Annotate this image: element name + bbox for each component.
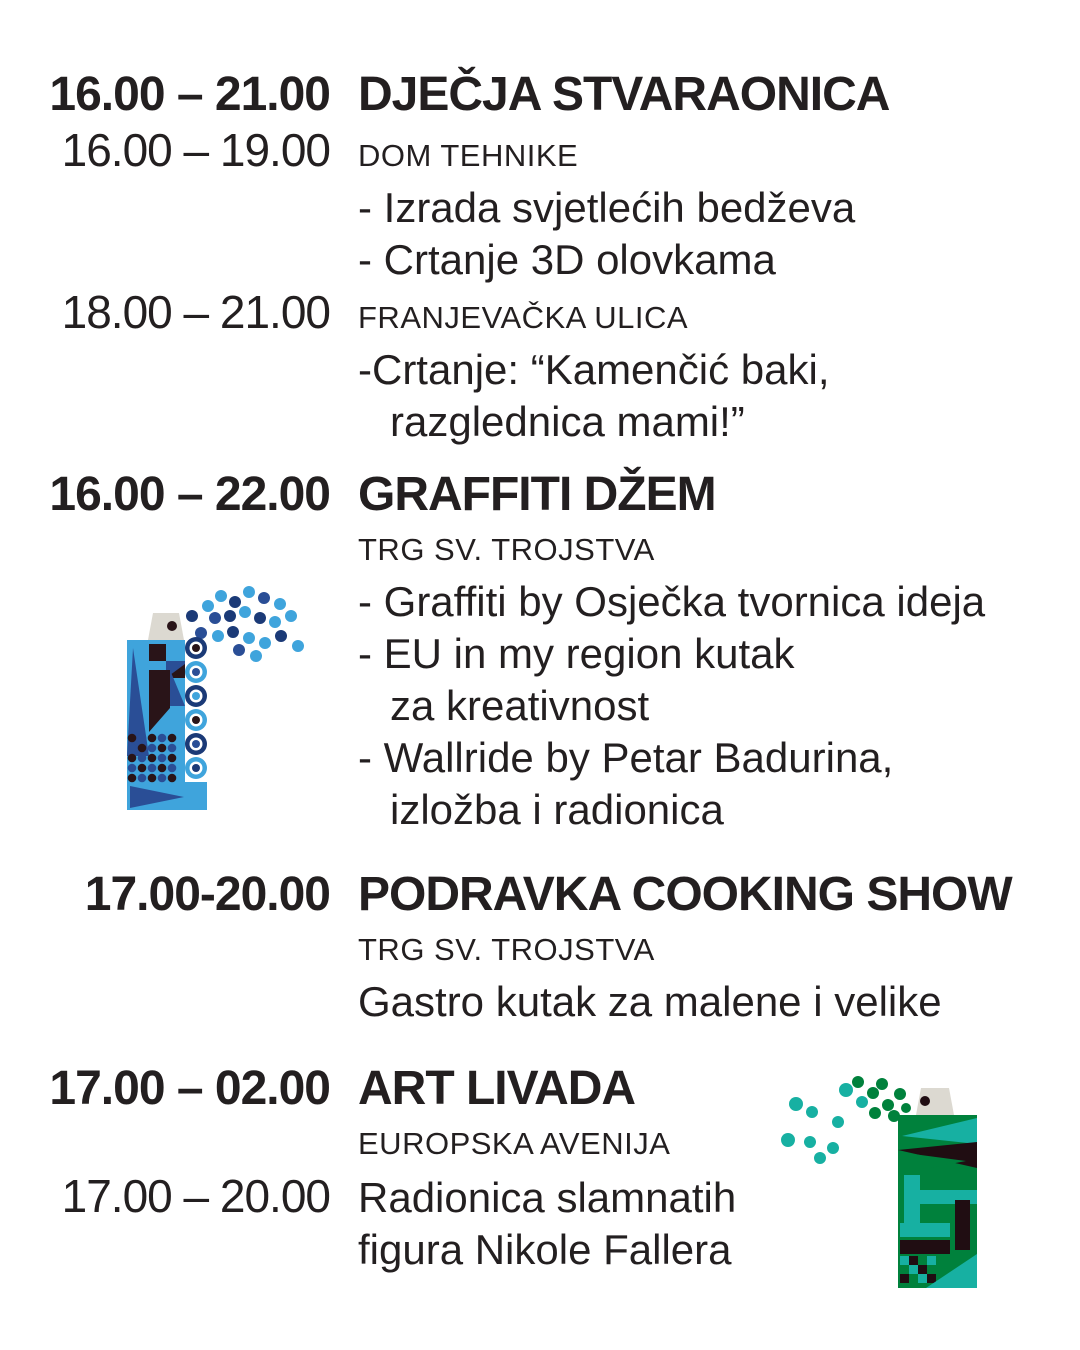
event-time: 17.00 – 02.00 <box>49 1062 330 1115</box>
event-activity: Gastro kutak za malene i velike <box>358 978 942 1025</box>
event-time: 16.00 – 19.00 <box>61 124 330 176</box>
spray-can-body <box>898 1115 977 1288</box>
event-activity: - EU in my region kutak <box>358 630 795 677</box>
event-header-row <box>0 66 1080 124</box>
event-title: GRAFFITI DŽEM <box>358 468 716 521</box>
schedule-row <box>0 976 1080 1028</box>
schedule-row <box>0 396 1080 448</box>
event-section-podravka-cooking-show <box>0 866 1080 1028</box>
spray-dots-green <box>781 1076 911 1164</box>
event-time: 17.00 – 20.00 <box>61 1170 330 1222</box>
spray-can-body <box>127 637 207 810</box>
green-spray-can-illustration <box>778 1058 988 1293</box>
spray-can-ring-column <box>185 637 207 779</box>
event-venue: TRG SV. TROJSTVA <box>358 532 655 567</box>
event-activity: razglednica mami!” <box>390 398 745 445</box>
schedule-row <box>0 524 1080 576</box>
event-venue: EUROPSKA AVENIJA <box>358 1126 671 1161</box>
event-activity: -Crtanje: “Kamenčić baki, <box>358 346 830 393</box>
event-time: 18.00 – 21.00 <box>61 286 330 338</box>
spray-can-nozzle <box>148 613 184 640</box>
event-section-djecja-stvaraonica <box>0 66 1080 448</box>
event-activity: - Izrada svjetlećih bedževa <box>358 184 856 231</box>
event-venue: FRANJEVAČKA ULICA <box>358 300 689 335</box>
schedule-row <box>0 124 1080 182</box>
event-activity: izložba i radionica <box>390 786 724 833</box>
event-activity: za kreativnost <box>390 682 650 729</box>
event-activity: - Crtanje 3D olovkama <box>358 236 776 283</box>
blue-spray-can-illustration <box>122 586 322 818</box>
event-activity: - Graffiti by Osječka tvornica ideja <box>358 578 986 625</box>
event-activity: figura Nikole Fallera <box>358 1226 732 1273</box>
event-title: PODRAVKA COOKING SHOW <box>358 868 1012 921</box>
event-time: 16.00 – 22.00 <box>49 468 330 521</box>
event-header-row <box>0 466 1080 524</box>
event-venue: DOM TEHNIKE <box>358 138 579 173</box>
event-venue: TRG SV. TROJSTVA <box>358 932 655 967</box>
event-activity: Radionica slamnatih <box>358 1174 737 1221</box>
event-activity: - Wallride by Petar Badurina, <box>358 734 894 781</box>
event-header-row <box>0 866 1080 924</box>
event-title: DJEČJA STVARAONICA <box>358 68 890 121</box>
spray-can-nozzle <box>916 1088 954 1115</box>
event-title: ART LIVADA <box>358 1062 636 1115</box>
schedule-row <box>0 344 1080 396</box>
schedule-row <box>0 924 1080 976</box>
schedule-row <box>0 286 1080 344</box>
event-time: 16.00 – 21.00 <box>49 68 330 121</box>
event-time: 17.00-20.00 <box>84 868 330 921</box>
schedule-row <box>0 182 1080 234</box>
schedule-row <box>0 234 1080 286</box>
